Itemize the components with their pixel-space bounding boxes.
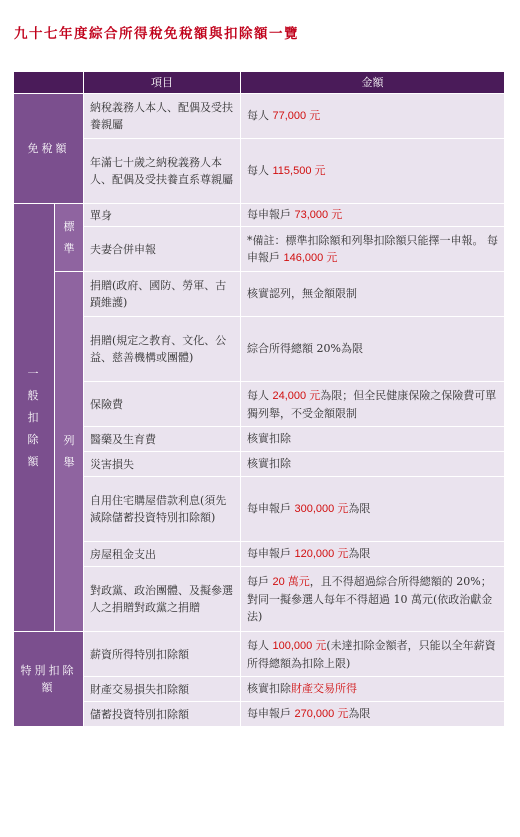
row-item: 捐贈(政府、國防、勞軍、古蹟維護): [84, 272, 241, 317]
row-item: 納稅義務人本人、配偶及受扶養親屬: [84, 94, 241, 139]
row-item: 對政黨、政治團體、及擬參選人之捐贈對政黨之捐贈: [84, 567, 241, 632]
table-row: [14, 702, 505, 727]
row-item: 夫妻合併申報: [84, 227, 241, 272]
table-row: [14, 139, 505, 204]
row-amount: 每申報戶 73,000 元: [241, 204, 505, 227]
row-amount: 每戶 20 萬元，且不得超過綜合所得總額的 20%；對同一擬參選人每年不得超過 10 萬元(依政治獻金法): [241, 567, 505, 632]
special-group-label: 特別扣除額: [14, 632, 84, 727]
page-title: 九十七年度綜合所得稅免稅額與扣除額一覽: [14, 26, 299, 42]
exemption-group-label: 免稅額: [14, 94, 84, 204]
row-item: 儲蓄投資特別扣除額: [84, 702, 241, 727]
table-row: [14, 227, 505, 272]
row-item: 單身: [84, 204, 241, 227]
row-item: 財產交易損失扣除額: [84, 677, 241, 702]
general-group-label: 一般扣除額: [14, 204, 55, 632]
row-item: 薪資所得特別扣除額: [84, 632, 241, 677]
row-amount: 核實認列，無金額限制: [241, 272, 505, 317]
table-row: [14, 382, 505, 427]
table-row: [14, 477, 505, 542]
table-row: [14, 204, 505, 227]
table-row: [14, 317, 505, 382]
table-header-row: [14, 72, 505, 94]
row-amount: 核實扣除: [241, 452, 505, 477]
standard-sub-label: 標準: [55, 204, 84, 272]
row-item: 房屋租金支出: [84, 542, 241, 567]
row-item: 年滿七十歲之納稅義務人本人、配偶及受扶養直系尊親屬: [84, 139, 241, 204]
header-amount: 金額: [241, 72, 505, 94]
table-row: [14, 567, 505, 632]
header-blank-cell: [14, 72, 84, 94]
row-amount: 每申報戶 300,000 元為限: [241, 477, 505, 542]
table-row: [14, 94, 505, 139]
table-row: [14, 427, 505, 452]
itemized-sub-label: 列舉: [55, 272, 84, 632]
table-row: [14, 632, 505, 677]
table-row: [14, 542, 505, 567]
header-item: 項目: [84, 72, 241, 94]
row-item: 醫藥及生育費: [84, 427, 241, 452]
row-amount: 每人 24,000 元為限；但全民健康保險之保險費可單獨列舉，不受金額限制: [241, 382, 505, 427]
row-item: 災害損失: [84, 452, 241, 477]
row-amount: 核實扣除: [241, 427, 505, 452]
row-amount: 每人 100,000 元(未達扣除金額者，只能以全年薪資所得總額為扣除上限): [241, 632, 505, 677]
table-row: [14, 452, 505, 477]
row-amount: 核實扣除財產交易所得: [241, 677, 505, 702]
row-item: 捐贈(規定之教育、文化、公益、慈善機構或團體): [84, 317, 241, 382]
row-item: 保險費: [84, 382, 241, 427]
row-amount: 綜合所得總額 20%為限: [241, 317, 505, 382]
row-amount: 每人 115,500 元: [241, 139, 505, 204]
row-amount: *備註：標準扣除額和列舉扣除額只能擇一申報。 每申報戶 146,000 元: [241, 227, 505, 272]
table-row: [14, 677, 505, 702]
row-amount: 每人 77,000 元: [241, 94, 505, 139]
row-amount: 每申報戶 270,000 元為限: [241, 702, 505, 727]
deduction-table: [14, 72, 505, 727]
table-row: [14, 272, 505, 317]
row-amount: 每申報戶 120,000 元為限: [241, 542, 505, 567]
row-item: 自用住宅購屋借款利息(須先減除儲蓄投資特別扣除額): [84, 477, 241, 542]
